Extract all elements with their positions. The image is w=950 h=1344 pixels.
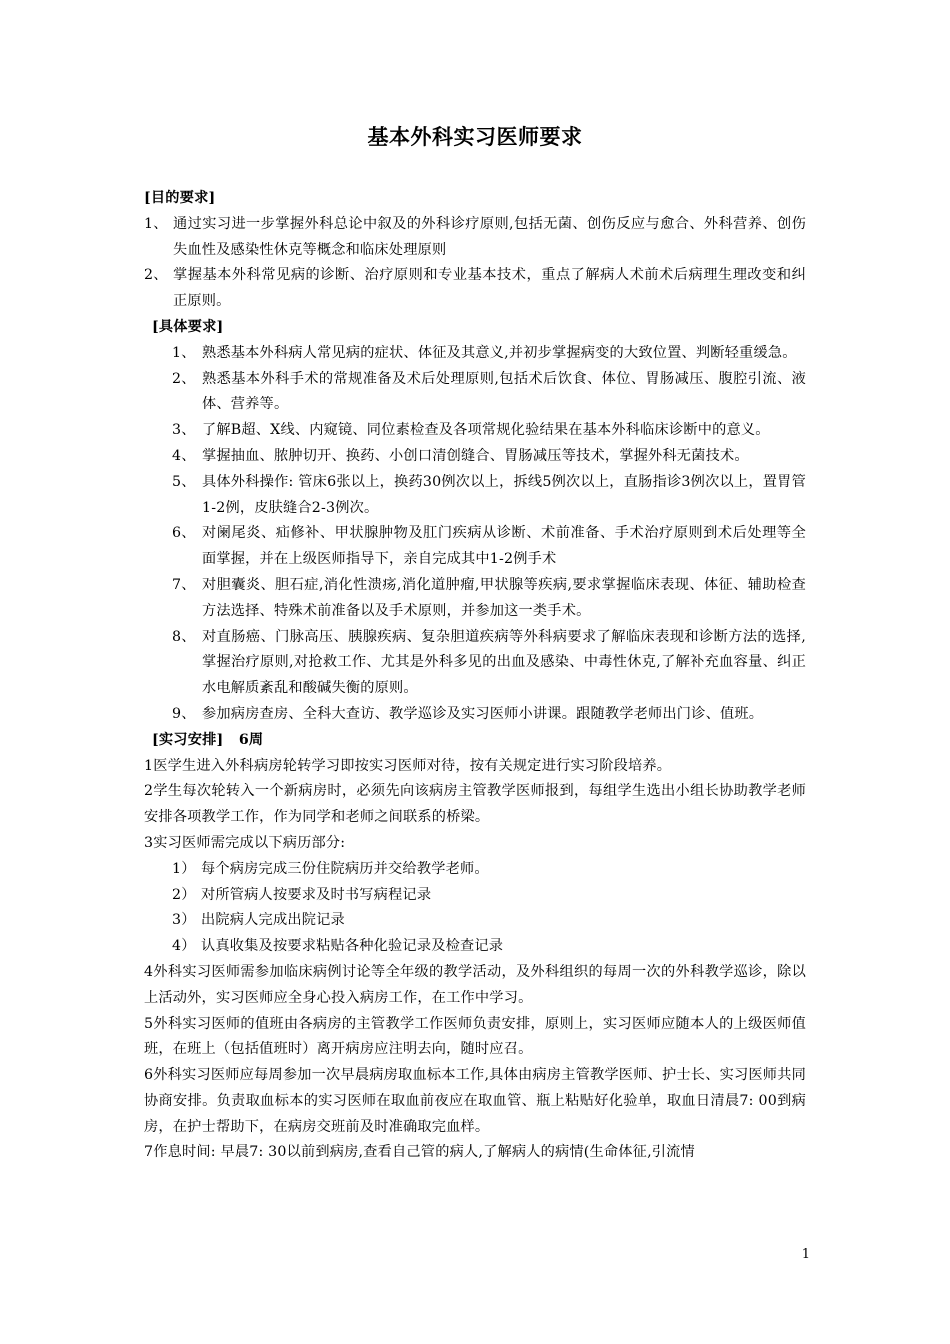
goal-number: 1、: [144, 215, 168, 232]
record-sub-text: 对所管病人按要求及时书写病程记录: [201, 886, 432, 903]
schedule-paragraph-7: 7作息时间: 早晨7: 30以前到病房,查看自己管的病人,了解病人的病情(生命体征,引流情: [144, 1144, 695, 1161]
detail-number: 5、: [172, 473, 196, 490]
record-sub-text: 每个病房完成三份住院病历并交给教学老师。: [201, 860, 489, 877]
detail-text: 具体外科操作: 管床6张以上，换药30例次以上，拆线5例次以上，直肠指诊3例次以上，置胃管1-2例，皮肤缝合2-3例次。: [202, 473, 806, 516]
schedule-heading-row: [144, 728, 806, 754]
detail-text: 对直肠癌、门脉高压、胰腺疾病、复杂胆道疾病等外科病要求了解临床表现和诊断方法的选择,掌握治疗原则,对抢救工作、尤其是外科多见的出血及感染、中毒性休克,了解补充血容量、纠正水电解质紊乱和酸碱失衡的原则。: [202, 628, 806, 697]
detail-number: 2、: [172, 370, 196, 387]
goal-item: [144, 263, 806, 315]
detail-number: 8、: [172, 628, 196, 645]
detail-text: 参加病房查房、全科大查访、教学巡诊及实习医师小讲课。跟随教学老师出门诊、值班。: [202, 705, 764, 722]
detail-number: 4、: [172, 447, 196, 464]
schedule-paragraph-2: 2学生每次轮转入一个新病房时，必须先向该病房主管教学医师报到，每组学生选出小组长协助教学老师安排各项教学工作，作为同学和老师之间联系的桥梁。: [144, 783, 806, 826]
detail-number: 1、: [172, 344, 196, 361]
schedule-paragraph-4: 4外科实习医师需参加临床病例讨论等全年级的教学活动，及外科组织的每周一次的外科教学巡诊，除以上活动外，实习医师应全身心投入病房工作，在工作中学习。: [144, 963, 806, 1006]
detail-item: [144, 521, 806, 573]
goal-item: [144, 212, 806, 264]
document-body: [144, 186, 806, 1166]
detail-item: [144, 444, 806, 470]
detail-item: [144, 702, 806, 728]
detail-text: 对胆囊炎、胆石症,消化性溃疡,消化道肿瘤,甲状腺等疾病,要求掌握临床表现、体征、辅助检查方法选择、特殊术前准备以及手术原则，并参加这一类手术。: [202, 576, 806, 619]
detail-text: 熟悉基本外科病人常见病的症状、体征及其意义,并初步掌握病变的大致位置、判断轻重缓急。: [202, 344, 797, 361]
document-title: 基本外科实习医师要求: [367, 124, 583, 149]
schedule-duration: 6周: [238, 731, 264, 748]
page-number: 1: [801, 1247, 810, 1262]
detail-item: [144, 367, 806, 419]
record-sub-number: 1）: [172, 860, 196, 877]
detail-text: 熟悉基本外科手术的常规准备及术后处理原则,包括术后饮食、体位、胃肠减压、腹腔引流、液体、营养等。: [202, 370, 806, 413]
goal-text: 掌握基本外科常见病的诊断、治疗原则和专业基本技术，重点了解病人术前术后病理生理改变和纠正原则。: [173, 267, 806, 310]
detail-item: [144, 625, 806, 702]
goal-text: 通过实习进一步掌握外科总论中叙及的外科诊疗原则,包括无菌、创伤反应与愈合、外科营养、创伤失血性及感染性休克等概念和临床处理原则: [173, 215, 806, 258]
detail-number: 7、: [172, 576, 196, 593]
goal-number: 2、: [144, 267, 168, 284]
detail-item: [144, 341, 806, 367]
goals-heading: [目的要求]: [144, 190, 216, 206]
detail-text: 掌握抽血、脓肿切开、换药、小创口清创缝合、胃肠减压等技术，掌握外科无菌技术。: [202, 447, 749, 464]
record-sub-item: [144, 883, 806, 909]
detail-text: 了解B超、X线、内窥镜、同位素检查及各项常规化验结果在基本外科临床诊断中的意义。: [202, 422, 770, 439]
record-sub-item: [144, 934, 806, 960]
details-heading: [具体要求]: [152, 318, 224, 335]
record-sub-item: [144, 908, 806, 934]
record-sub-text: 出院病人完成出院记录: [201, 912, 345, 929]
schedule-heading: [实习安排]: [152, 731, 224, 748]
schedule-paragraph-1: 1医学生进入外科病房轮转学习即按实习医师对待，按有关规定进行实习阶段培养。: [144, 757, 672, 774]
detail-number: 9、: [172, 705, 196, 722]
detail-item: [144, 418, 806, 444]
schedule-paragraph-6: 6外科实习医师应每周参加一次早晨病房取血标本工作,具体由病房主管教学医师、护士长、实习医师共同协商安排。负责取血标本的实习医师在取血前夜应在取血管、瓶上粘贴好化验单，取血日清晨7: 00到病房，在护士帮助下，在病房交班前及时准确取完血样。: [144, 1067, 806, 1135]
detail-item: [144, 573, 806, 625]
record-sub-number: 3）: [172, 912, 196, 929]
record-sub-number: 2）: [172, 886, 196, 903]
schedule-paragraph-3: 3实习医师需完成以下病历部分:: [144, 834, 346, 851]
detail-text: 对阑尾炎、疝修补、甲状腺肿物及肛门疾病从诊断、术前准备、手术治疗原则到术后处理等全面掌握，并在上级医师指导下，亲自完成其中1-2例手术: [202, 525, 806, 568]
detail-item: [144, 470, 806, 522]
record-sub-text: 认真收集及按要求粘贴各种化验记录及检查记录: [201, 938, 504, 955]
detail-number: 6、: [172, 525, 196, 542]
record-sub-item: [144, 857, 806, 883]
schedule-paragraph-5: 5外科实习医师的值班由各病房的主管教学工作医师负责安排，原则上，实习医师应随本人的上级医师值班，在班上（包括值班时）离开病房应注明去向，随时应召。: [144, 1015, 806, 1058]
record-sub-number: 4）: [172, 938, 196, 955]
detail-number: 3、: [172, 422, 196, 439]
